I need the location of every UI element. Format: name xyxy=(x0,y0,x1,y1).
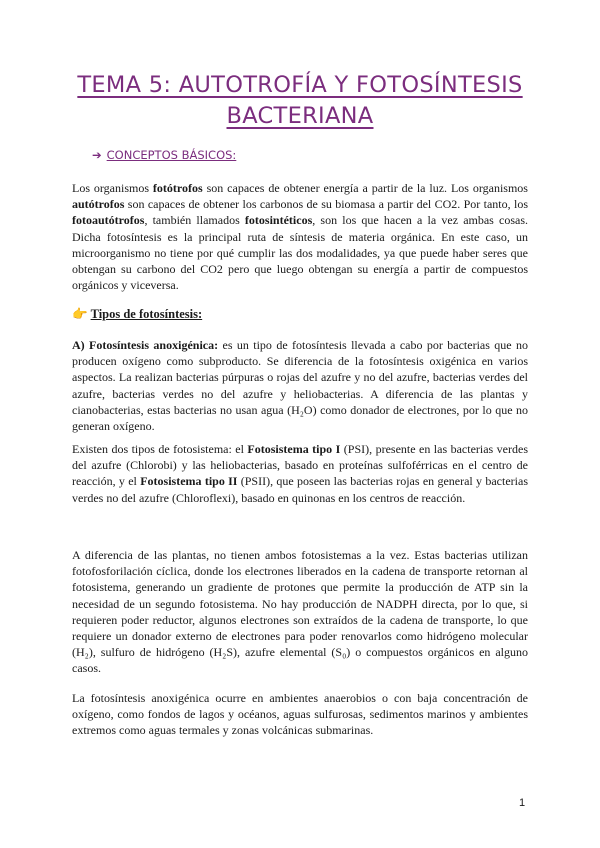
pointing-hand-icon: 👉 xyxy=(72,307,88,321)
arrow-icon: ➔ xyxy=(92,148,102,162)
term-autotrofos: autótrofos xyxy=(72,197,125,212)
term-fotoautotrofos: fotoautótrofos xyxy=(72,213,145,228)
paragraph-fotofosforilacion: A diferencia de las plantas, no tienen ambos fotosistemas a la vez. Estas bacterias utilizan fotofosforilación cíclica, donde los electrones liberados en la cadena de transporte retornan al fotosistema, generando un gradiente de protones que permite la producción de ATP sin la necesidad de un segundo fotosistema. No hay producción de NADPH directa, por lo que, si requieren poder reductor, algunos electrones son extraídos de la cadena de transporte, lo que requiere un donador externo de electrones para poder renovarlos como hidrógeno molecular (H₂), sulfuro de hidrógeno (H₂S), azufre elemental (S₀) o compuestos orgánicos en alguno casos. xyxy=(72,548,528,676)
title-line-1: TEMA 5: AUTOTROFÍA Y FOTOSÍNTESIS xyxy=(77,72,523,98)
paragraph-ambientes: La fotosíntesis anoxigénica ocurre en ambientes anaerobios o con baja concentración de oxígeno, como fondos de lagos y océanos, aguas sulfurosas, sedimentos marinos y ambientes extremos como aguas termales y zonas volcánicas submarinas. xyxy=(72,691,528,738)
term-fototrofos: fotótrofos xyxy=(152,181,203,195)
section-heading-label: CONCEPTOS BÁSICOS: xyxy=(106,148,237,162)
subheading-label: Tipos de fotosíntesis: xyxy=(90,307,203,321)
text-span: , son los que hacen a la vez ambas cosas. Dicha fotosíntesis es la principal ruta de síntesis de materia orgánica. En este caso, un microorganismo no tiene por qué cumplir las dos modalidades, ya que puede haber seres que obtengan su carbono del CO2 pero que luego obtengan su energía a partir de compuestos orgánicos y viceversa. xyxy=(72,213,529,293)
text-span: Existen dos tipos de fotosistema: el xyxy=(72,442,248,456)
text-span: (PSI), presente en las bacterias verdes del azufre (Chlorobi) y las heliobacterias, basado en proteínas sulfoférricas en el centro de reacción, y el xyxy=(72,442,529,489)
paragraph-intro xyxy=(72,180,528,293)
text-span: Los organismos xyxy=(72,181,153,195)
text-span: son capaces de obtener energía a partir de la luz. Los organismos xyxy=(202,181,528,195)
term-fotosistema-2: Fotosistema tipo II xyxy=(140,474,238,489)
text-span: es un tipo de fotosíntesis llevada a cabo por bacterias que no producen oxígeno como subproducto. Se diferencia de la fotosíntesis oxigénica en varios aspectos. La realizan bacterias púrpuras o rojas del azufre y no del azufre, bacterias verdes del azufre, bacterias verdes no del azufre y heliobacterias. A diferencia de las plantas y cianobacterias, estas bacterias no usan agua (H₂O) como donador de electrones, por lo que no generan oxígeno. xyxy=(72,338,529,434)
page-number: 1 xyxy=(519,797,526,809)
section-heading xyxy=(92,148,236,162)
term-anoxigenica: A) Fotosíntesis anoxigénica: xyxy=(72,338,219,352)
text-span: , también llamados xyxy=(144,213,245,228)
page-title xyxy=(60,70,540,132)
term-fotosistema-1: Fotosistema tipo I xyxy=(247,442,341,456)
paragraph-anoxigenica xyxy=(72,337,528,434)
subheading xyxy=(72,307,202,322)
text-span: (PSII), que poseen las bacterias rojas en general y bacterias verdes no del azufre (Chloroflexi), basado en quinonas en los centros de reacción. xyxy=(72,474,528,505)
text-span: son capaces de obtener los carbonos de su biomasa a partir del CO2. Por tanto, los xyxy=(124,197,528,212)
title-line-2: BACTERIANA xyxy=(226,103,374,129)
paragraph-fotosistemas xyxy=(72,441,528,506)
term-fotosinteticos: fotosintéticos xyxy=(244,213,313,228)
